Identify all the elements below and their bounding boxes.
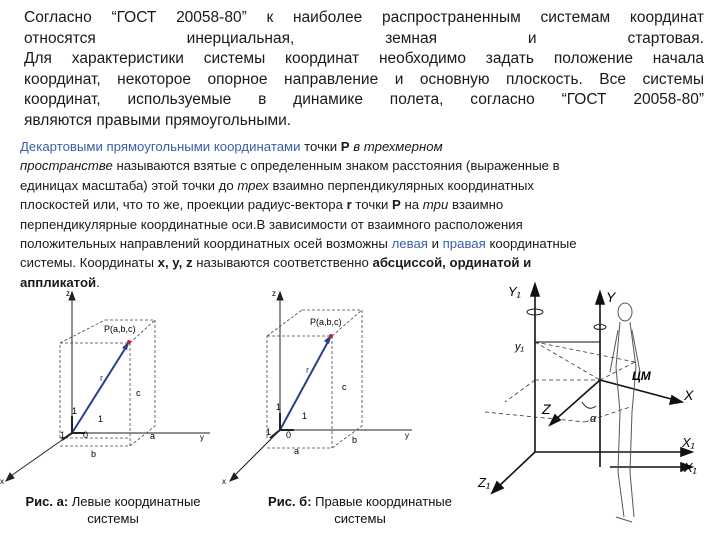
def-point: P: [340, 139, 350, 154]
b-label: b: [352, 435, 358, 445]
y-axis-arrow: [596, 292, 604, 304]
alpha-label: α: [590, 413, 597, 425]
c-label: c: [342, 382, 347, 392]
def-terms: абсциссой, ординатой и: [372, 255, 532, 271]
unit-label-y: 1: [98, 414, 104, 424]
unit-label-y: 1: [302, 411, 308, 421]
def-xyz: x, y, z: [157, 255, 193, 271]
x-axis-label: x: [0, 477, 4, 486]
def-text: на: [400, 197, 423, 213]
y-axis-label: Y: [606, 289, 616, 305]
r-label: r: [100, 373, 103, 383]
caption-right: [244, 493, 476, 527]
intro-line: относятся инерциальная, земная и стартовая.: [24, 29, 704, 47]
def-text: плоскостей или, что то же, проекции радиус-вектора: [20, 197, 347, 213]
x-axis: [600, 380, 675, 400]
def-italic: трех: [237, 177, 269, 193]
caption-right-line2: системы: [334, 511, 386, 526]
def-text: точки: [351, 197, 393, 213]
cm-label: ЦМ: [632, 369, 651, 383]
intro-paragraph: [24, 8, 704, 131]
a-label: a: [294, 446, 300, 456]
figure-body-axes: [470, 272, 720, 537]
z1-axis: [498, 452, 535, 487]
y1-axis-arrow: [531, 284, 539, 296]
figure-right-coordinate-system: [222, 288, 462, 498]
point-label: P(a,b,c): [310, 317, 342, 327]
z-axis-arrow: [277, 292, 283, 300]
a-label: a: [150, 431, 156, 441]
intro-line: являются правыми прямоугольными.: [24, 111, 292, 129]
point-p: [329, 334, 333, 338]
right-link[interactable]: правая: [442, 236, 486, 252]
x-axis-arrow: [670, 396, 682, 404]
x1-axis-label: X₁: [682, 435, 695, 450]
def-text: взаимно: [448, 197, 504, 213]
def-text: .: [96, 274, 100, 290]
definition-paragraph: [20, 137, 680, 292]
y-axis-label: y: [405, 431, 409, 440]
point-p: [127, 340, 131, 344]
x-axis-label: x: [222, 477, 226, 486]
y1-marker-label: y₁: [515, 341, 524, 353]
unit-label-z: 1: [72, 406, 78, 416]
def-italic: три: [422, 197, 449, 213]
projection-lines: [485, 342, 635, 422]
def-text: точки: [300, 139, 341, 154]
unit-label-x: 1: [60, 430, 66, 440]
r-label: r: [306, 365, 309, 375]
caption-right-text: Правые координатные: [311, 494, 452, 509]
def-text: координатные: [485, 236, 577, 252]
x1-ground-label: X₁: [684, 460, 697, 475]
x-axis-label: X: [684, 387, 694, 403]
point-label: P(a,b,c): [104, 324, 136, 334]
intro-line: координат, некоторое опорное направление и основную плоскость. Все системы: [24, 70, 704, 88]
x-axis-arrow: [230, 473, 238, 481]
def-terms: аппликатой: [20, 274, 97, 290]
intro-line: координат, используемые в динамике полета, согласно “ГОСТ 20058-80”: [24, 91, 704, 108]
projection-box: [60, 320, 155, 446]
def-text: называются взятые с определенным знаком расстояния (выраженные в: [112, 158, 560, 174]
left-link[interactable]: левая: [391, 236, 428, 252]
caption-left: [2, 493, 224, 527]
def-italic: в трехмерном: [349, 139, 443, 154]
rotation-arrows: [527, 309, 606, 408]
def-text: называются соответственно: [192, 255, 373, 271]
caption-left-prefix: Рис. а:: [25, 494, 69, 509]
intro-line: Согласно “ГОСТ 20058-80” к наиболее распространенным системам координат: [24, 9, 704, 26]
c-label: c: [136, 388, 141, 398]
caption-left-text: Левые координатные: [68, 494, 201, 509]
x-axis: [232, 430, 280, 478]
unit-label-z: 1: [276, 402, 282, 412]
definition-link[interactable]: Декартовыми прямоугольными координатами: [20, 139, 301, 154]
def-text: положительных направлений координатных осей возможны: [20, 236, 392, 252]
y1-axis-label: Y₁: [508, 284, 521, 299]
origin-label: 0: [286, 430, 292, 440]
def-r: r: [346, 197, 352, 213]
z1-axis-label: Z₁: [478, 475, 491, 490]
def-text: перпендикулярные координатные оси.В зависимости от взаимного расположения: [20, 216, 523, 232]
def-text: и: [427, 236, 443, 252]
z-axis-label: Z: [542, 401, 551, 417]
intro-line: Для характеристики системы координат необходимо задать положение начала: [24, 50, 704, 67]
b-label: b: [91, 449, 97, 459]
caption-right-prefix: Рис. б:: [268, 494, 312, 509]
z-axis-label: z: [66, 289, 70, 298]
def-point: P: [392, 197, 401, 213]
def-text: системы. Координаты: [20, 255, 158, 271]
def-text: взаимно перпендикулярных координатных: [268, 177, 534, 193]
caption-left-line2: системы: [87, 511, 139, 526]
def-text: единицах масштаба) этой точки до: [20, 177, 238, 193]
def-italic: пространстве: [20, 158, 113, 174]
z-axis-label: z: [272, 289, 276, 298]
y-axis-label: y: [200, 433, 204, 442]
unit-label-x: 1: [266, 427, 272, 437]
origin-label: 0: [83, 430, 89, 440]
figure-left-coordinate-system: [0, 288, 240, 498]
